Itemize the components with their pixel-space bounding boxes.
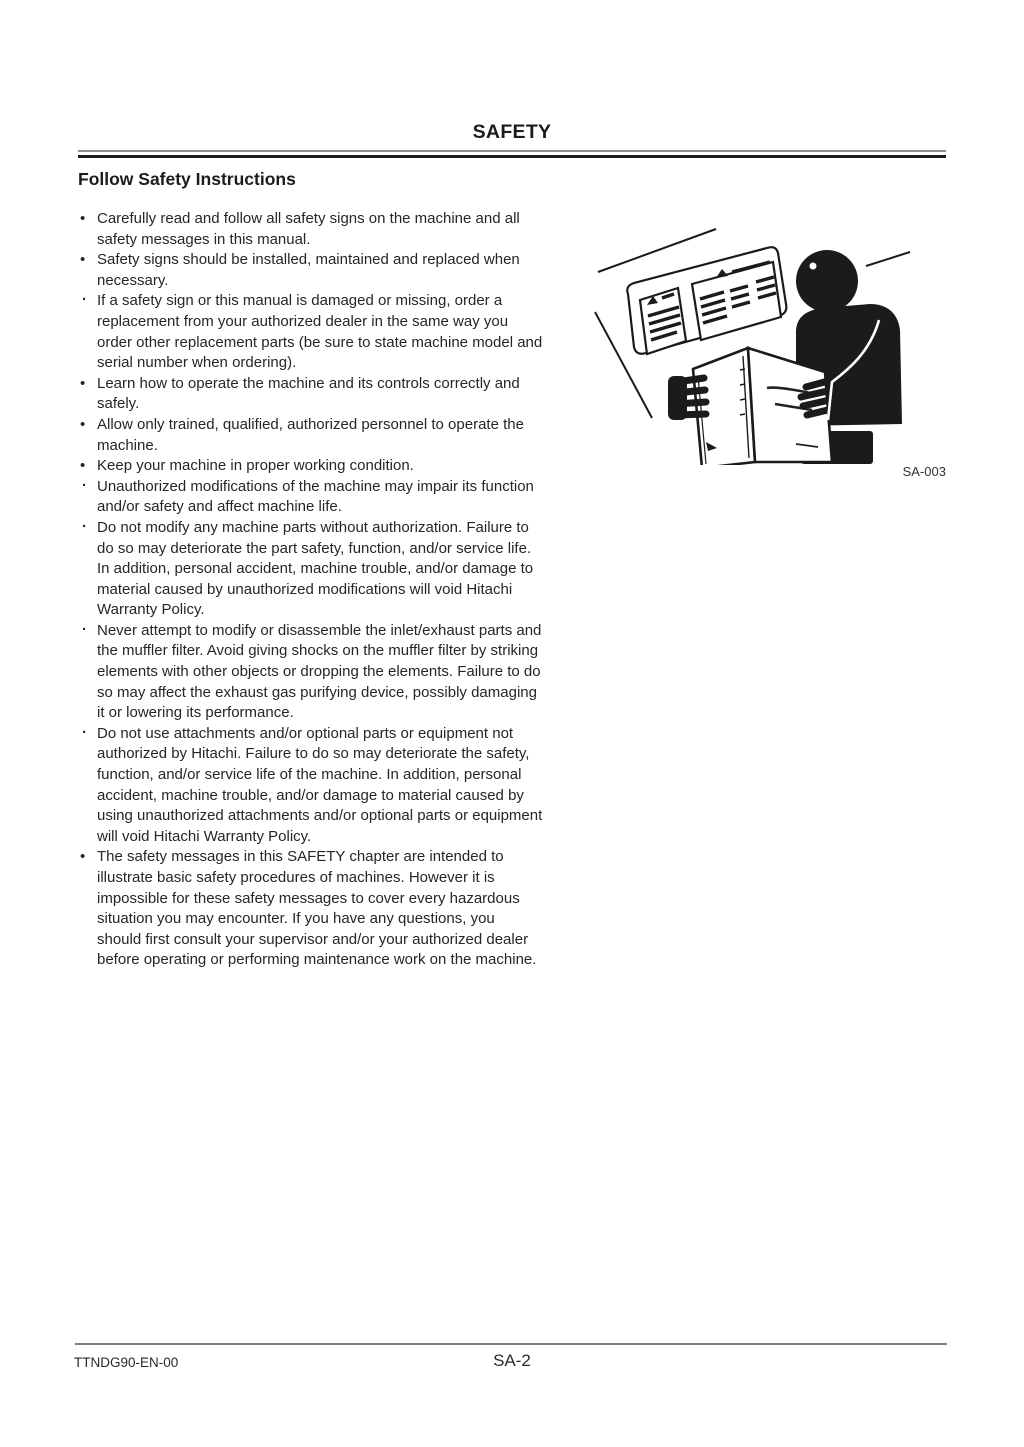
list-item: • Learn how to operate the machine and its controls correctly and safely. xyxy=(80,374,543,415)
list-subitem: · Do not use attachments and/or optional parts or equipment not authorized by Hitachi. Failure to do so may deteriorate the safety, function, and/or service life of the machine. In addition, personal accident, machine trouble, and/or damage to material caused by using unauthorized attachments and/or optional parts or equipment will void Hitachi Warranty Policy. xyxy=(80,724,543,848)
footer-doc-code: TTNDG90-EN-00 xyxy=(74,1355,179,1370)
list-subitem: · If a safety sign or this manual is damaged or missing, order a replacement from your authorized dealer in the same way you order other replacement parts (be sure to state machine model and serial number when ordering). xyxy=(80,291,543,373)
operator-reading-manual-illustration xyxy=(580,220,980,490)
illustration-canvas xyxy=(580,220,980,465)
section-heading: Follow Safety Instructions xyxy=(78,169,296,189)
page-title: SAFETY xyxy=(472,121,552,143)
list-item: • The safety messages in this SAFETY chapter are intended to illustrate basic safety procedures of machines. However it is impossible for these safety messages to cover every hazardous situation you may encounter. If you have any questions, you should first consult your supervisor and/or your authorized dealer before operating or performing maintenance work on the machine. xyxy=(80,847,543,971)
footer-page-number: SA-2 xyxy=(493,1351,531,1370)
list-item: • Carefully read and follow all safety signs on the machine and all safety messages in this manual. xyxy=(80,209,543,250)
figure-caption: SA-003 xyxy=(902,464,946,479)
header-rule-thick xyxy=(78,155,946,158)
footer-rule xyxy=(75,1343,947,1345)
list-item: • Safety signs should be installed, maintained and replaced when necessary. xyxy=(80,250,543,291)
list-subitem: · Do not modify any machine parts without authorization. Failure to do so may deteriorate the part safety, function, and/or service life. In addition, personal accident, machine trouble, and/or damage to material caused by unauthorized modifications will void Hitachi Warranty Policy. xyxy=(80,518,543,621)
header-rule xyxy=(78,150,946,158)
header-rule-thin xyxy=(78,150,946,152)
safety-instructions-list xyxy=(80,209,543,971)
warning-label-left-icon xyxy=(640,288,686,354)
list-item: • Allow only trained, qualified, authorized personnel to operate the machine. xyxy=(80,415,543,456)
list-subitem: · Never attempt to modify or disassemble the inlet/exhaust parts and the muffler filter. Avoid giving shocks on the muffler filter by striking elements with other objects or dropping the elements. Failure to do so may affect the exhaust gas purifying device, possibly damaging it or lowering its performance. xyxy=(80,621,543,724)
list-item: • Keep your machine in proper working condition. xyxy=(80,456,543,477)
list-subitem: · Unauthorized modifications of the machine may impair its function and/or safety and affect machine life. xyxy=(80,477,543,518)
